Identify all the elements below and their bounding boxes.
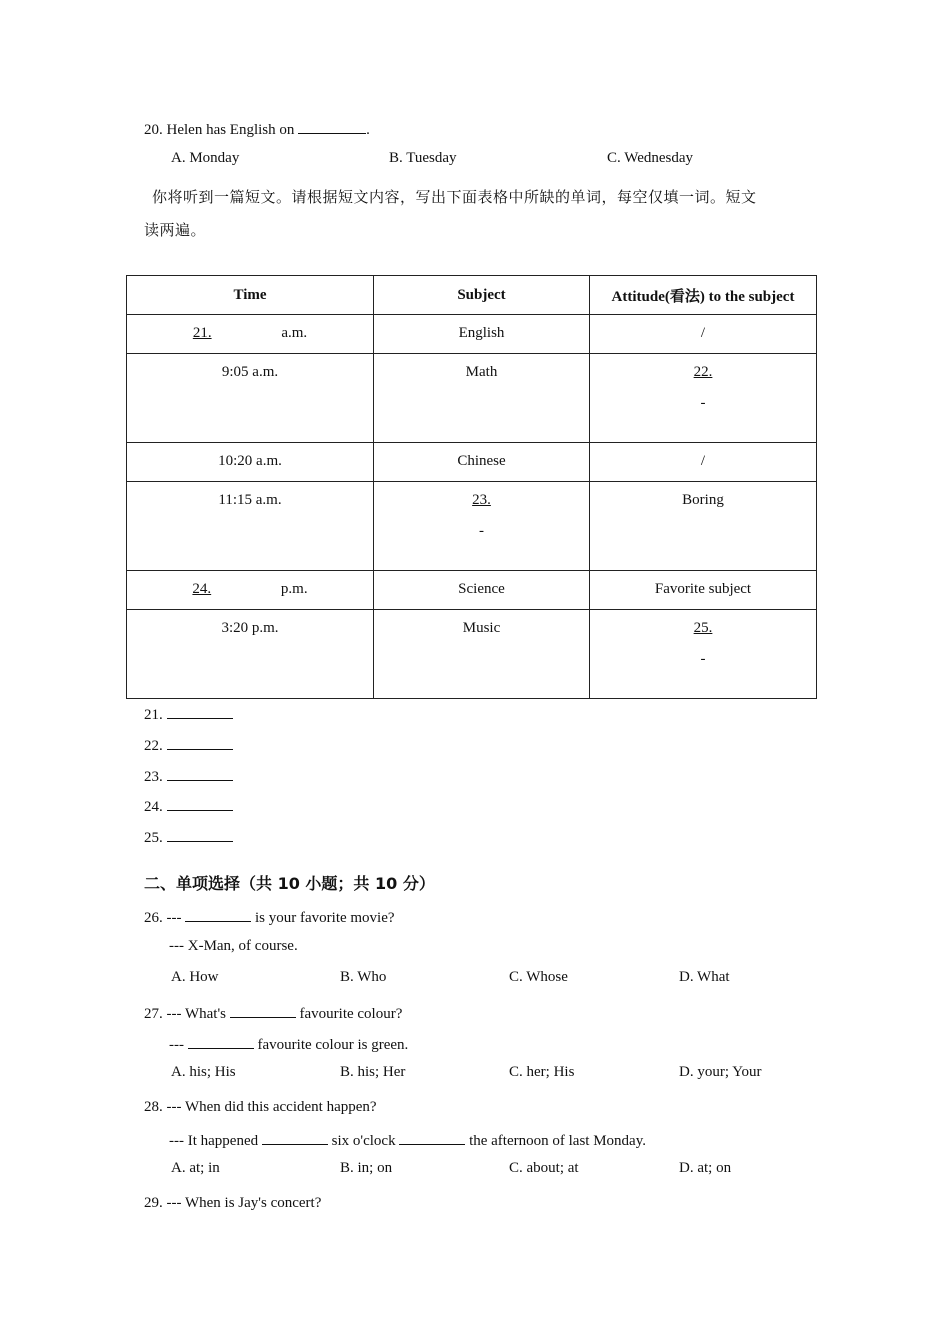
blank-number: 21. [192, 325, 212, 341]
question-28-line-2 [169, 1130, 646, 1150]
table-row [127, 610, 817, 699]
question-text: is your favorite movie? [251, 910, 395, 926]
attitude-cell: / [590, 315, 817, 354]
question-26-line-2: --- X-Man, of course. [169, 938, 298, 954]
subject-cell: Science [374, 571, 590, 610]
subject-cell: Music [374, 610, 590, 699]
question-text: the afternoon of last Monday. [465, 1133, 646, 1149]
time-cell [127, 571, 374, 610]
blank-number: 24. [192, 581, 212, 597]
answer-number: 25. [144, 830, 163, 846]
blank-21[interactable] [193, 325, 278, 341]
question-text: favourite colour? [295, 1006, 403, 1022]
option-b[interactable]: B. his; Her [340, 1064, 406, 1080]
time-cell: 9:05 a.m. [127, 354, 374, 443]
option-a[interactable]: A. at; in [171, 1160, 220, 1176]
table-row [127, 482, 817, 571]
answer-blank[interactable] [167, 827, 233, 842]
option-d[interactable]: D. What [679, 969, 730, 985]
option-b[interactable]: B. Who [340, 969, 387, 985]
question-27-line-1 [144, 1003, 402, 1023]
blank-23[interactable]: 23. [472, 492, 491, 508]
time-cell: 10:20 a.m. [127, 443, 374, 482]
table-row [127, 315, 817, 354]
option-a[interactable]: A. How [171, 969, 219, 985]
question-text: 27. --- What's [144, 1006, 230, 1022]
answer-blank[interactable] [167, 704, 233, 719]
dash: - [479, 523, 484, 539]
answer-line-24 [144, 796, 233, 816]
answer-blank[interactable] [399, 1130, 465, 1145]
question-text: favourite colour is green. [253, 1037, 409, 1053]
answer-line-21 [144, 704, 233, 724]
question-text: . [366, 122, 370, 138]
table-row [127, 354, 817, 443]
table-row [127, 571, 817, 610]
option-b[interactable]: B. in; on [340, 1160, 393, 1176]
question-27-line-2 [169, 1034, 408, 1054]
blank-25[interactable]: 25. [693, 620, 713, 636]
option-b[interactable]: B. Tuesday [389, 150, 457, 166]
instructions-line-1: 你将听到一篇短文。请根据短文内容，写出下面表格中所缺的单词，每空仅填一词。短文 [152, 188, 757, 206]
subject-cell: Math [374, 354, 590, 443]
blank-24[interactable] [192, 581, 277, 597]
header-attitude: Attitude(看法) to the subject [590, 276, 817, 315]
option-c[interactable]: C. Wednesday [607, 150, 694, 166]
answer-line-22 [144, 735, 233, 755]
option-d[interactable]: D. your; Your [679, 1064, 762, 1080]
answer-blank[interactable] [188, 1034, 254, 1049]
answer-number: 24. [144, 799, 163, 815]
option-a[interactable]: A. his; His [171, 1064, 236, 1080]
time-suffix: p.m. [280, 581, 308, 597]
answer-number: 21. [144, 707, 163, 723]
attitude-cell [590, 610, 817, 699]
question-28-line-1: 28. --- When did this accident happen? [144, 1099, 377, 1115]
question-20-stem [144, 119, 370, 139]
attitude-cell: / [590, 443, 817, 482]
header-subject: Subject [374, 276, 590, 315]
attitude-cell: Favorite subject [590, 571, 817, 610]
question-26-line-1 [144, 907, 395, 927]
subject-cell: English [374, 315, 590, 354]
answer-blank[interactable] [167, 766, 233, 781]
question-text: --- It happened [169, 1133, 262, 1149]
answer-line-25 [144, 827, 233, 847]
question-text: --- [169, 1037, 188, 1053]
header-time: Time [127, 276, 374, 315]
answer-line-23 [144, 766, 233, 786]
subject-cell: Chinese [374, 443, 590, 482]
answer-blank[interactable] [167, 735, 233, 750]
blank-22[interactable]: 22. [693, 364, 713, 380]
dash: - [700, 395, 706, 411]
table-row [127, 443, 817, 482]
answer-blank[interactable] [185, 907, 251, 922]
time-cell: 3:20 p.m. [127, 610, 374, 699]
question-text: six o'clock [327, 1133, 400, 1149]
question-29-line-1: 29. --- When is Jay's concert? [144, 1195, 322, 1211]
option-d[interactable]: D. at; on [679, 1160, 732, 1176]
time-cell: 11:15 a.m. [127, 482, 374, 571]
subject-cell [374, 482, 590, 571]
answer-blank[interactable] [230, 1003, 296, 1018]
answer-blank[interactable] [298, 119, 366, 134]
answer-number: 22. [144, 738, 163, 754]
question-text: 20. Helen has English on [144, 122, 299, 138]
attitude-cell [590, 354, 817, 443]
schedule-table [126, 275, 817, 699]
answer-blank[interactable] [167, 796, 233, 811]
option-c[interactable]: C. her; His [509, 1064, 575, 1080]
option-c[interactable]: C. Whose [509, 969, 568, 985]
time-cell [127, 315, 374, 354]
option-c[interactable]: C. about; at [509, 1160, 579, 1176]
time-suffix: a.m. [281, 325, 308, 341]
answer-blank[interactable] [262, 1130, 328, 1145]
dash: - [700, 651, 706, 667]
table-header-row [127, 276, 817, 315]
attitude-cell: Boring [590, 482, 817, 571]
question-text: 26. --- [144, 910, 186, 926]
option-a[interactable]: A. Monday [171, 150, 240, 166]
section-heading: 二、单项选择（共 10 小题；共 10 分） [144, 874, 435, 893]
answer-number: 23. [144, 769, 163, 785]
instructions-line-2: 读两遍。 [144, 221, 207, 239]
